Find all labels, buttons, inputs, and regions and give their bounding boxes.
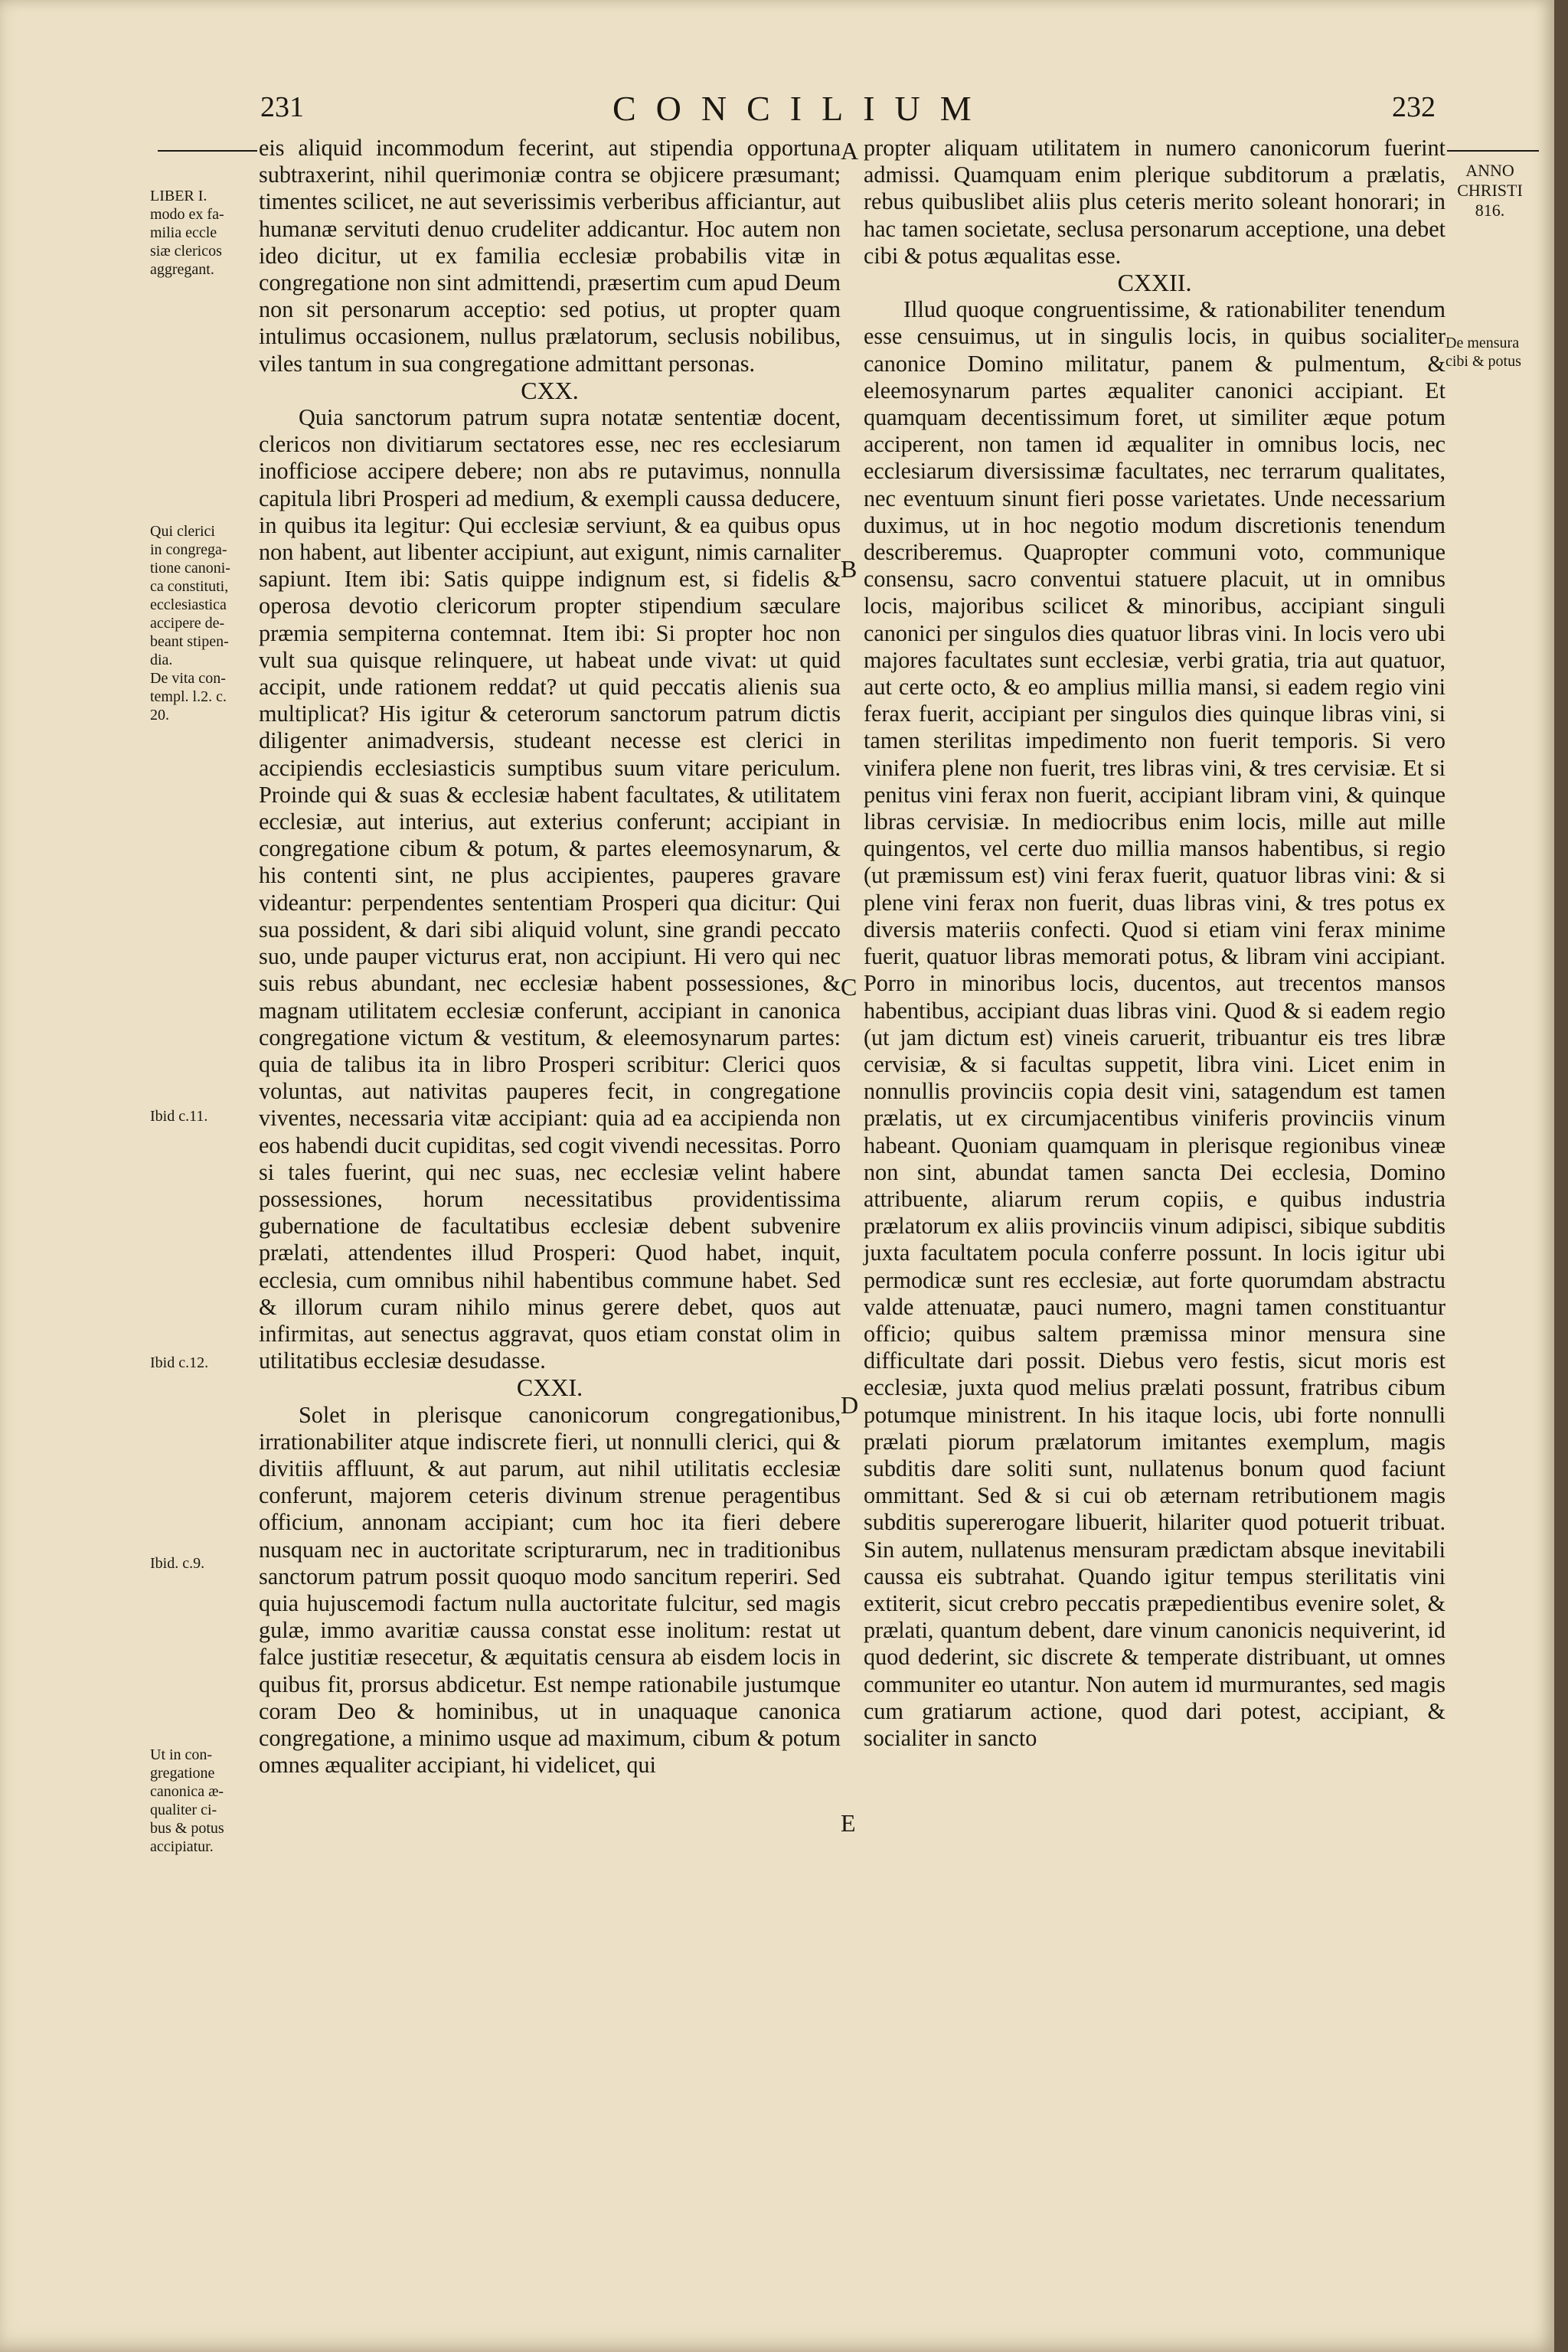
margin-note-ut-in-con: Ut in con- gregatione canonica æ- qualiter ci- bus & potus accipiatur. bbox=[150, 1746, 224, 1855]
year-label: ANNO CHRISTI 816. bbox=[1457, 161, 1523, 220]
header-rule-left bbox=[158, 150, 257, 152]
margin-note-qui-clerici: Qui clerici in congrega- tione canoni- ca constituti, ecclesiastica accipere de- beant stipen- dia. De vita con- templ. l.2. c. 20. bbox=[150, 523, 230, 724]
section-letter-e: E bbox=[841, 1809, 856, 1837]
margin-note-ibid-9: Ibid. c.9. bbox=[150, 1555, 205, 1572]
page-number-right: 232 bbox=[1392, 91, 1436, 123]
heading-cxx: CXX. bbox=[521, 376, 579, 404]
running-title: CONCILIUM bbox=[612, 89, 991, 128]
right-text-column bbox=[864, 135, 1446, 1752]
section-letter-c: C bbox=[841, 973, 858, 1001]
section-letter-a: A bbox=[841, 137, 859, 165]
paragraph-cxxii: Illud quoque congruentissime, & rationabiliter tenendum esse censuimus, ut in singulis locis, in quibus socialiter canonice Domino militatur, panem & pulmentum, & eleemosynarum partes æqualiter canonici accipiant. Et quamquam decentissimum foret, ut similiter æque potum acciperent, non tamen id æqualiter in omnibus locis, nec ecclesiarum diversissimæ facultates, nec terrarum qualitates, nec eventuum sinunt fieri posse varietates. Unde necessarium duximus, ut in hoc negotio modum discretionis tenendum describeremus. Quapropter communi voto, communique consensu, sacro conventui statuere placuit, ut in omnibus locis, majoribus scilicet & minoribus, accipiant singuli canonici per singulos dies quatuor libras vini. In locis vero ubi majores facultates sunt ecclesiæ, verbi gratia, tria aut quatuor, aut certe octo, & eo amplius millia mansi, si eadem regio vini ferax fuerit, accipiant per singulos dies quinque libras vini, si tamen sterilitas impedimento non fuerit temporis. Si vero vinifera plene non fuerit, tres libras vini, & tres cervisiæ. Et si penitus vini ferax non fuerit, accipiant libram vini, & quinque libras cervisiæ. In mediocribus enim locis, mille aut mille quingentos, vel certe duo millia mansos habentibus, si regio (ut præmissum est) vini ferax fuerit, quatuor libras vini: & si plene vini ferax non fuerit, duas libras vini, & tres potus ex diversis materiis confecti. Quod si etiam vini ferax minime fuerit, quatuor libras memorati potus, & libram vini accipiant. Porro in minoribus locis, ducentos, aut trecentos mansos habentibus, accipiant duas libras vini. Quod & si eadem regio (ut jam dictum est) vineis caruerit, tribuantur eis tres libræ cervisiæ, & si facultas suppetit, libra vini. Licet enim in nonnullis provinciis copia desit vini, satagendum est tamen prælatis, ut ex circumjacentibus viniferis provinciis vinum habeant. Quoniam quamquam in plerisque regionibus vineæ non sint, abundat tamen sancta Dei ecclesia, Domino attribuente, aliarum rerum copiis, e quibus industria prælatorum ex aliis provinciis vinum adipisci, sibique subditis juxta facultatem pocula conferre possunt. In locis igitur ubi permodicæ sunt res ecclesiæ, aut forte quorumdam abstractu valde attenuatæ, pauci numero, magni tamen constituantur officio; quibus saltem præmissa minor mensura sine difficultate dari possit. Diebus vero festis, sicut moris est ecclesiæ, juxta quod melius prælati possunt, fratribus cibum potumque ministrent. In his itaque locis, ubi forte nonnulli prælati piorum prælatorum imitantes exemplum, magis subditis dare soliti sunt, nullatenus bonum quod faciunt ommittant. Sed & si cui ob æternam retributionem magis subditis supererogare libuerit, hilariter quod potuerit tribuat. Sin autem, nullatenus mensuram prædictam absque inevitabili caussa eis subtrahat. Quando igitur tempus sterilitatis vini extiterit, sicut crebro peccatis præpedientibus evenire solet, & prælati, quantum debent, dare vinum canonicis nequiverint, id quod dederint, sic discrete & temperate distribuant, ut omnes communiter eo utantur. Non autem id murmurantes, sed magis cum gratiarum actione, quod dari potest, accipiant, & socialiter in sancto bbox=[864, 296, 1446, 1751]
paragraph-cxxi: Solet in plerisque canonicorum congregationibus, irrationabiliter atque indiscrete fieri, ut nonnulli clerici, qui & divitiis affluunt, & aut parum, aut nihil utilitatis ecclesiæ conferunt, majorem ceteris divinum strenue peragentibus officium, annonam accipiant; cum hoc ita fieri debere nusquam nec in auctoritate scripturarum, nec in traditionibus sanctorum patrum possit quoquo modo sancitum reperiri. Sed quia hujuscemodi factum nulla auctoritate fulcitur, sed magis gulæ, immo avaritiæ caussa constat esse inolitum: restat ut falce justitiæ resecetur, & æquitatis censura ab eisdem locis in quibus fit, prorsus abdicetur. Est nempe rationabile justumque coram Deo & hominibus, ut in unaquaque canonica congregatione, a minimo usque ad maximum, cibum & potum omnes æqualiter accipiant, hi videlicet, qui bbox=[259, 1401, 841, 1779]
heading-cxxii: CXXII. bbox=[1117, 269, 1192, 297]
left-text-column bbox=[259, 135, 841, 1779]
margin-note-ibid-11: Ibid c.11. bbox=[150, 1108, 208, 1125]
paragraph-cxx: Quia sanctorum patrum supra notatæ sententiæ docent, clericos non divitiarum sectatores esse, nec res ecclesiarum inofficiose accipere debere; non abs re putavimus, nonnulla capitula libri Prosperi ad medium, & exempli caussa deducere, in quibus ita legitur: Qui ecclesiæ serviunt, & ea quibus opus non habent, aut libenter accipiunt, aut exigunt, nimis carnaliter sapiunt. Item ibi: Satis quippe indignum est, si fidelis & operosa devotio clericorum propter stipendium sæculare præmia sempiterna contemnat. Item ibi: Si propter hoc non vult sua quisque relinquere, ut habeat unde vivat: ut quid accipit, unde rationem reddat? ut quid peccatis alienis sua multiplicat? His igitur & ceterorum sanctorum patrum dictis diligenter animadversis, studeant necesse est clerici in accipiendis ecclesiasticis sumptibus suum vitare periculum. Proinde qui & suas & ecclesiæ habent facultates, & utilitatem ecclesiæ, aut interius, aut exterius conferunt; accipiant in congregatione cibum & potum, & partes eleemosynarum, & his contenti sint, ne plus accipientes, pauperes gravare videantur: perpendentes sententiam Prosperi qua dicitur: Qui sua possident, & dari sibi aliquid volunt, sine grandi peccato suo, unde pauper victurus erat, non accipiunt. Hi vero qui nec suis rebus abundant, nec ecclesiæ habent possessiones, & magnam utilitatem ecclesiæ conferunt, accipiant in canonica congregatione victum & vestitum, & eleemosynarum partes: quia de talibus ita in libro Prosperi scribitur: Clerici quos voluntas, aut nativitas pauperes fecit, in congregatione viventes, necessaria vitæ accipiant: quia ad ea accipienda non eos habendi ducit cupiditas, sed cogit vivendi necessitas. Porro si tales fuerint, qui nec suas, nec ecclesiæ velint habere possessiones, horum necessitatibus providentissima gubernatione de facultatibus ecclesiæ debent subvenire prælati, attendentes illud Prosperi: Quod habet, inquit, ecclesia, cum omnibus nihil habentibus commune habet. Sed & illorum curam nihilo minus gerere debet, quos aut infirmitas, aut senectus aggravat, quos etiam constat olim in utilitatibus ecclesiæ desudasse. bbox=[259, 404, 841, 1374]
header-rule-right bbox=[1447, 150, 1539, 152]
section-letter-d: D bbox=[841, 1391, 859, 1419]
margin-note-liber: LIBER I. modo ex fa- milia eccle siæ clericos aggregant. bbox=[150, 188, 224, 278]
margin-note-de-mensura: De mensura cibi & potus bbox=[1446, 335, 1521, 370]
heading-cxxi: CXXI. bbox=[516, 1374, 583, 1402]
margin-note-ibid-12: Ibid c.12. bbox=[150, 1354, 209, 1371]
right-paragraph-opening: propter aliquam utilitatem in numero canonicorum fuerint admissi. Quamquam enim plerique subditorum a prælatis, rebus quibuslibet aliis plus ceteris merito soleant honorari; in hac tamen societate, seclusa personarum acceptione, una debet cibi & potus æqualitas esse. bbox=[864, 135, 1446, 269]
page-number-left: 231 bbox=[260, 91, 304, 123]
left-paragraph-opening: eis aliquid incommodum fecerint, aut stipendia opportuna subtraxerint, nihil querimoniæ contra se objicere præsumant; timentes scilicet, ne aut severissimis verberibus afficiantur, aut humanæ servituti denuo crudeliter addicantur. Hoc autem non ideo dicitur, ut ex familia ecclesiæ probabilis vitæ in congregatione non sint admittendi, præsertim cum apud Deum non sit personarum acceptio: sed potius, ut propter quam intulimus occasionem, nullus prælatorum, seclusis nobilibus, viles tantum in sua congregatione admittant personas. bbox=[259, 135, 841, 377]
section-letter-b: B bbox=[841, 555, 858, 583]
